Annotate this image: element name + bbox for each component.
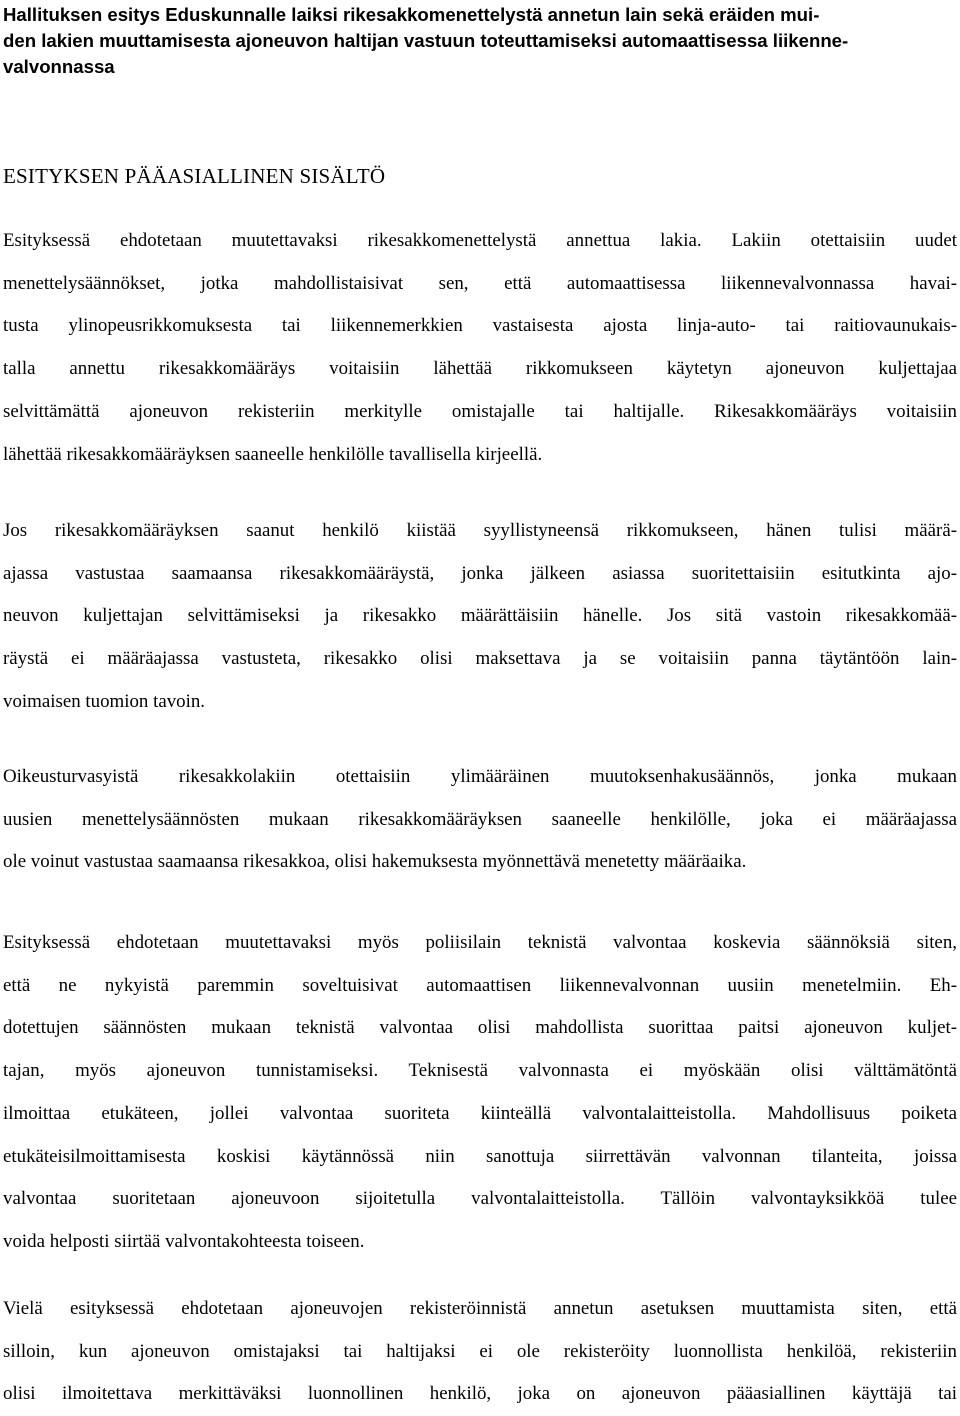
paragraph-line: dotettujen säännösten mukaan teknistä valvontaa olisi mahdollista suorittaa paitsi ajoneuvon kuljet-	[3, 1017, 957, 1039]
title-line: den lakien muuttamisesta ajoneuvon haltijan vastuun toteuttamiseksi automaattisessa liikenne-	[3, 30, 849, 51]
paragraph-line: silloin, kun ajoneuvon omistajaksi tai haltijaksi ei ole rekisteröity luonnollista henkilöä, rekisteriin	[3, 1340, 957, 1362]
title-line: Hallituksen esitys Eduskunnalle laiksi rikesakkomenettelystä annetun lain sekä eräiden mui-	[3, 4, 820, 25]
paragraph-line: ole voinut vastustaa saamaansa rikesakkoa, olisi hakemuksesta myönnettävä menetetty määräaika.	[3, 851, 747, 873]
paragraph-line: Esityksessä ehdotetaan muutettavaksi rikesakkomenettelystä annettua lakia. Lakiin otettaisiin uudet	[3, 230, 957, 251]
title-line: valvonnassa	[3, 56, 115, 77]
paragraph-registration	[3, 1288, 957, 1416]
paragraph-line: selvittämättä ajoneuvon rekisteriin merkitylle omistajalle tai haltijalle. Rikesakkomääräys voitaisiin	[3, 400, 957, 422]
paragraph-line: lähettää rikesakkomääräyksen saaneelle henkilölle tavallisella kirjeellä.	[3, 443, 543, 465]
paragraph-line: voimaisen tuomion tavoin.	[3, 690, 206, 712]
paragraph-objection	[3, 510, 957, 724]
paragraph-line: olisi ilmoitettava merkittäväksi luonnollinen henkilö, joka on ajoneuvon pääasiallinen käyttäjä tai	[3, 1383, 957, 1405]
paragraph-legal-protection	[3, 756, 957, 884]
paragraph-line: menettelysäännökset, jotka mahdollistaisivat sen, että automaattisessa liikennevalvonnassa havai-	[3, 272, 957, 294]
paragraph-line: talla annettu rikesakkomääräys voitaisiin lähettää rikkomukseen käytetyn ajoneuvon kuljettajaa	[3, 358, 957, 380]
paragraph-line: uusien menettelysäännösten mukaan rikesakkomääräyksen saaneelle henkilölle, joka ei määräajassa	[3, 808, 957, 830]
paragraph-line: ilmoittaa etukäteen, jollei valvontaa suoriteta kiinteällä valvontalaitteistolla. Mahdollisuus poiketa	[3, 1102, 957, 1124]
paragraph-line: etukäteisilmoittamisesta koskisi käytännössä niin sanottuja siirrettävän valvonnan tilanteita, joissa	[3, 1145, 957, 1167]
paragraph-line: ajassa vastustaa saamaansa rikesakkomääräystä, jonka jälkeen asiassa suoritettaisiin esitutkinta ajo-	[3, 562, 957, 584]
paragraph-police-act	[3, 922, 957, 1264]
paragraph-line: että ne nykyistä paremmin soveltuisivat automaattisen liikennevalvonnan uusiin menetelmiin. Eh-	[3, 974, 957, 996]
paragraph-line: voida helposti siirtää valvontakohteesta toiseen.	[3, 1230, 365, 1252]
paragraph-line: valvontaa suoritetaan ajoneuvoon sijoitetulla valvontalaitteistolla. Tällöin valvontayksikköä tulee	[3, 1188, 957, 1210]
paragraph-line: Vielä esityksessä ehdotetaan ajoneuvojen rekisteröinnistä annetun asetuksen muuttamista siten, että	[3, 1298, 957, 1319]
paragraph-line: Jos rikesakkomääräyksen saanut henkilö kiistää syyllistyneensä rikkomukseen, hänen tulisi määrä-	[3, 520, 957, 541]
paragraph-line: tajan, myös ajoneuvon tunnistamiseksi. Teknisestä valvonnasta ei myöskään olisi välttämätöntä	[3, 1060, 957, 1082]
paragraph-summary	[3, 220, 957, 476]
paragraph-line: räystä ei määräajassa vastusteta, rikesakko olisi maksettava ja se voitaisiin panna täytäntöön lain-	[3, 648, 957, 670]
paragraph-line: Oikeusturvasyistä rikesakkolakiin otettaisiin ylimääräinen muutoksenhakusäännös, jonka mukaan	[3, 766, 957, 787]
paragraph-line: neuvon kuljettajan selvittämiseksi ja rikesakko määrättäisiin hänelle. Jos sitä vastoin rikesakkomää-	[3, 605, 957, 627]
document-title	[3, 2, 957, 80]
paragraph-line: Esityksessä ehdotetaan muutettavaksi myös poliisilain teknistä valvontaa koskevia säännöksiä siten,	[3, 932, 957, 953]
section-heading: ESITYKSEN PÄÄASIALLINEN SISÄLTÖ	[3, 164, 386, 188]
paragraph-line: tusta ylinopeusrikkomuksesta tai liikennemerkkien vastaisesta ajosta linja-auto- tai raitiovaunukais-	[3, 315, 957, 337]
